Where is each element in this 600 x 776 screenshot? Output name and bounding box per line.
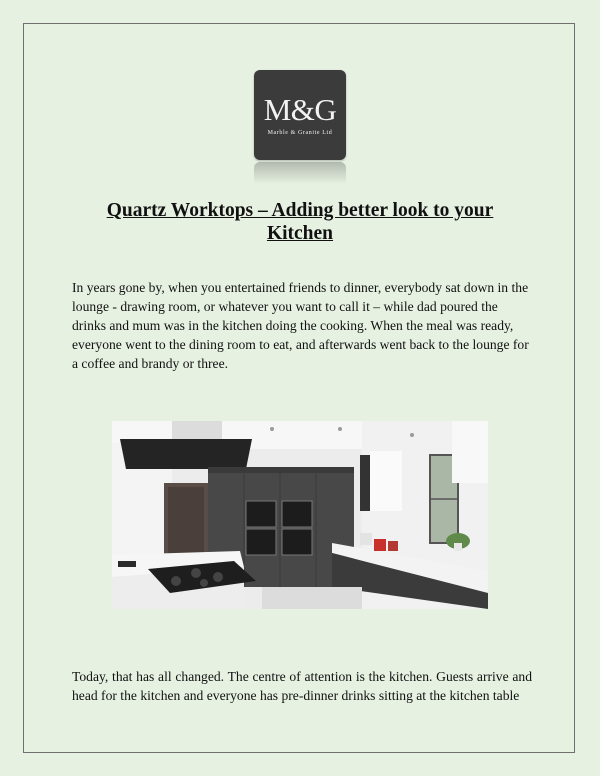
kitchen-photo [112,421,488,609]
paragraph-today: Today, that has all changed. The centre of attention is the kitchen. Guests arrive and head for the kitchen and everyone has pre-dinner drinks sitting at the kitchen table [72,669,532,703]
company-logo [254,70,346,160]
article-title [80,199,520,245]
title-line-1: Quartz Worktops – Adding better look to your [106,200,494,221]
title-line-2: Kitchen [266,223,334,244]
logo-main-text: M&G [263,92,337,127]
paragraph-intro: In years gone by, when you entertained friends to dinner, everybody sat down in the lounge - drawing room, or whatever you want to call it – while dad poured the drinks and mum was in the kitchen doing the cooking. When the meal was ready, everyone went to the dining room to eat, and afterwards went back to the lounge for a coffee and brandy or three. [72,280,529,371]
logo-sub-text: Marble & Granite Ltd [267,130,333,136]
logo-reflection [254,162,346,184]
kitchen-illustration [112,421,488,609]
